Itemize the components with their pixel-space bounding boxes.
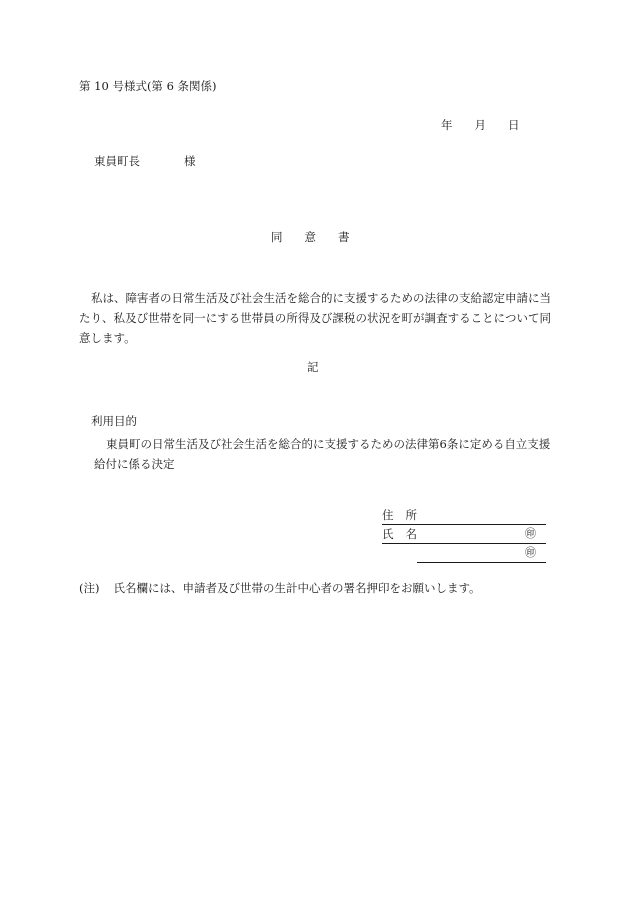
title-char-1: 同	[271, 230, 283, 244]
seal-mark-icon-2: ㊞	[525, 546, 536, 559]
seal-mark-icon: ㊞	[525, 527, 536, 540]
name-label-char-1: 氏	[382, 527, 394, 541]
purpose-text: 東員町の日常生活及び社会生活を総合的に支援するための法律第6条に定める自立支援給付に係る決定	[94, 437, 551, 471]
address-label	[382, 508, 417, 522]
note-text: 氏名欄には、申請者及び世帯の生計中心者の署名押印をお願いします。	[113, 581, 481, 595]
purpose-heading: 利用目的	[91, 414, 137, 428]
address-label-char-1: 住	[382, 508, 394, 522]
addressee-name: 東員町長	[94, 154, 140, 168]
address-field[interactable]	[382, 508, 546, 525]
document-title	[271, 231, 350, 245]
date-month-label: 月	[474, 118, 486, 132]
address-label-char-2: 所	[405, 508, 417, 522]
name-field[interactable]	[382, 527, 546, 544]
name-label-char-2: 名	[405, 527, 417, 541]
form-number: 第 10 号様式(第 6 条関係)	[79, 79, 217, 93]
consent-paragraph: 私は、障害者の日常生活及び社会生活を総合的に支援するための法律の支給認定申請に当たり、私及び世帯を同一にする世帯員の所得及び課税の状況を町が調査することについて同意します。	[79, 291, 551, 345]
title-char-3: 書	[338, 230, 350, 244]
addressee	[94, 155, 196, 169]
date-day-label: 日	[508, 118, 520, 132]
note-marker: (注)	[79, 581, 100, 595]
additional-name-field[interactable]	[417, 546, 546, 563]
name-label	[382, 527, 417, 541]
title-char-2: 意	[304, 230, 316, 244]
date-year-label: 年	[441, 118, 453, 132]
note	[79, 582, 481, 596]
addressee-honorific: 様	[184, 154, 196, 168]
ki-heading: 記	[307, 360, 319, 374]
date-line	[441, 119, 520, 133]
